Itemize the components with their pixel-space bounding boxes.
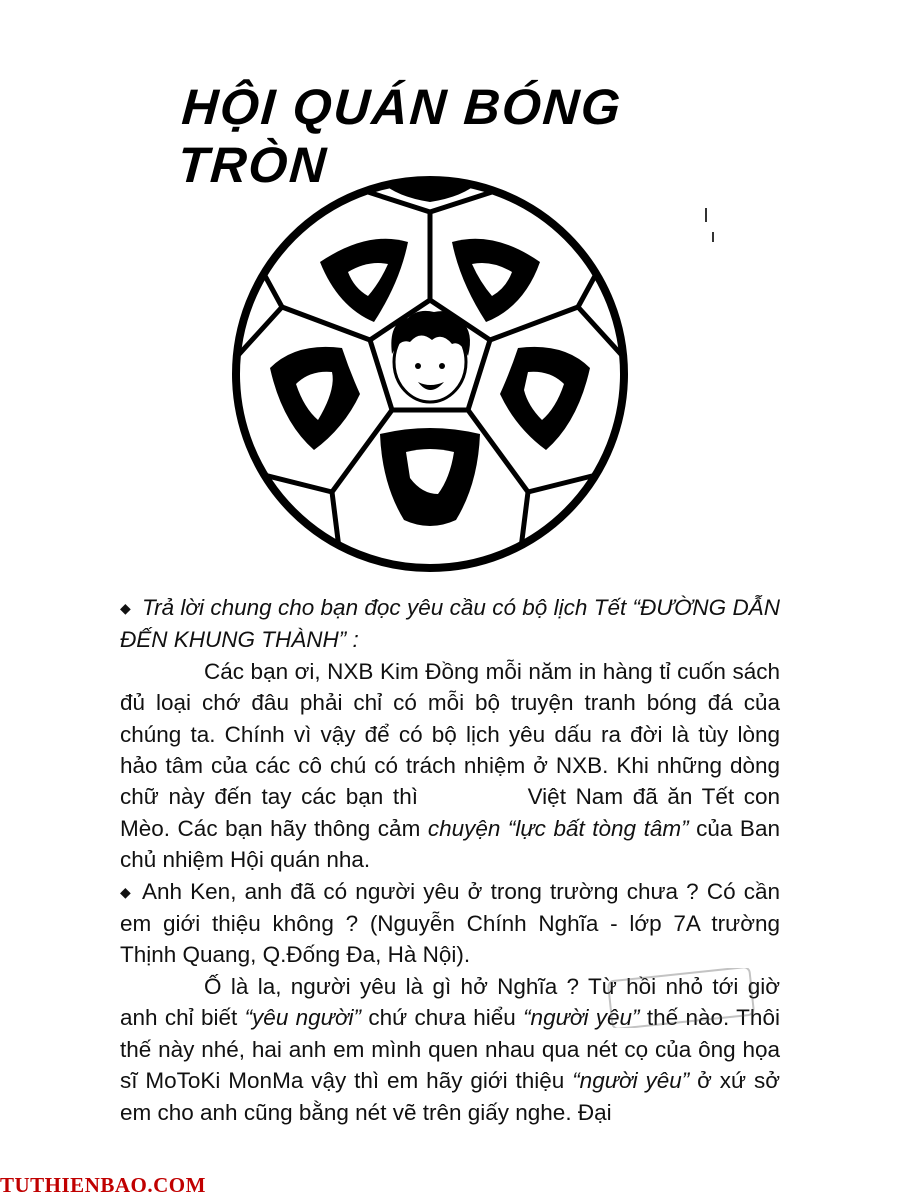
answer-2: Ố là la, người yêu là gì hở Nghĩa ? Từ hồi nhỏ tới giờ anh chỉ biết “yêu người” chứ chưa hiểu “người yêu” thế nào. Thôi thế này nhé, hai anh em mình quen nhau qua nét cọ của ông họa sĩ MoToKi MonMa vậy thì em hãy giới thiệu “người yêu” ở xứ sở em cho anh cũng bằng nét vẽ trên giấy nghe. Đại <box>120 973 780 1125</box>
character-face-icon <box>391 311 470 402</box>
footer-watermark: TUTHIENBAO.COM <box>0 1173 206 1197</box>
article-body <box>120 592 780 1128</box>
page-title: HỘI QUÁN BÓNG TRÒN <box>176 79 624 193</box>
question-1: ◆ Trả lời chung cho bạn đọc yêu cầu có bộ lịch Tết “ĐƯỜNG DẪN ĐẾN KHUNG THÀNH” : <box>120 595 780 653</box>
soccer-ball-illustration <box>228 172 632 576</box>
answer-1: Các bạn ơi, NXB Kim Đồng mỗi năm in hàng tỉ cuốn sách đủ loại chớ đâu phải chỉ có mỗi bộ truyện tranh bóng đá của chúng ta. Chính vì vậy để có bộ lịch yêu dấu ra đời là tùy lòng hảo tâm của các cô chú có trách nhiệm ở NXB. Khi những dòng chữ này đến tay các bạn thì Việt Nam đã ăn Tết con Mèo. Các bạn hãy thông cảm chuyện “lực bất tòng tâm” của Ban chủ nhiệm Hội quán nha. <box>120 658 780 873</box>
diamond-bullet-icon: ◆ <box>120 600 131 616</box>
soccer-ball-icon <box>228 172 632 576</box>
diamond-bullet-icon: ◆ <box>120 883 131 900</box>
question-2: ◆ Anh Ken, anh đã có người yêu ở trong trường chưa ? Có cần em giới thiệu không ? (Nguyễn Chính Nghĩa - lớp 7A trường Thịnh Quang, Q.Đống Đa, Hà Nội). <box>120 878 780 968</box>
ink-mark <box>712 232 714 242</box>
ink-mark <box>705 208 707 222</box>
